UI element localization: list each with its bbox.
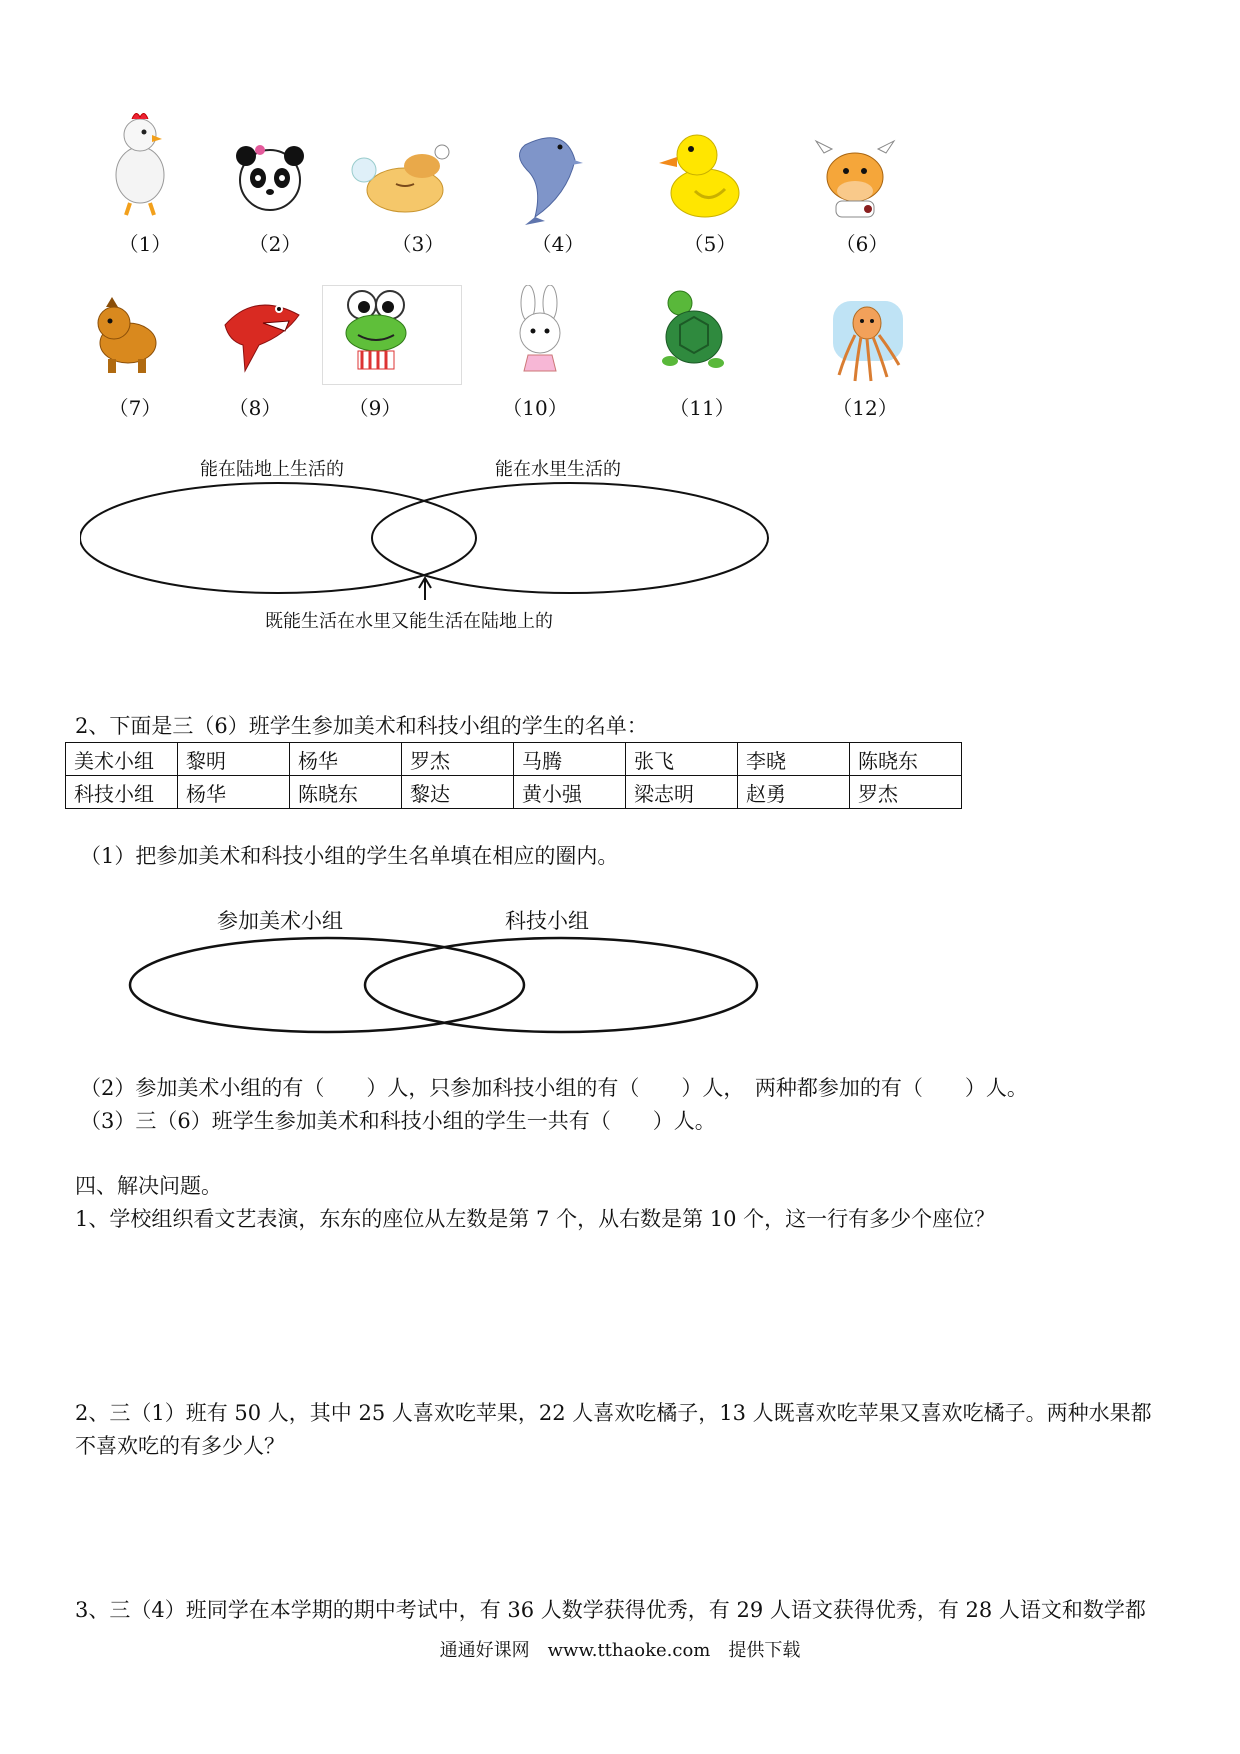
name-cell: 张飞 [626,743,738,776]
frog-icon [322,285,462,385]
name-cell: 杨华 [178,776,290,809]
name-cell: 杨华 [290,743,402,776]
duck-icon [655,125,745,220]
problem-1: 1、学校组织看文艺表演，东东的座位从左数是第 7 个，从右数是第 10 个，这一行有多少个座位？ [75,1207,996,1231]
animal-label: （3） [391,232,445,256]
name-cell: 陈晓东 [290,776,402,809]
venn1-left-label: 能在陆地上生活的 [200,459,344,480]
name-cell: 赵勇 [738,776,850,809]
footer: 通通好课网 www.tthaoke.com 提供下载 [439,1640,801,1661]
venn1-right-label: 能在水里生活的 [495,459,621,480]
rooster-icon [100,105,180,220]
name-cell: 黄小强 [514,776,626,809]
rabbit-icon [500,285,580,380]
q2-sub3: （3）三（6）班学生参加美术和科技小组的学生一共有（ ）人。 [80,1109,716,1133]
animal-label: （10） [502,396,568,420]
venn2-left-label: 参加美术小组 [217,909,343,933]
horse-icon [88,295,163,375]
animal-label: （7） [108,396,162,420]
row-head: 美术小组 [66,743,178,776]
panda-icon [230,140,310,220]
venn2-right-label: 科技小组 [505,909,589,933]
q2-sub1: （1）把参加美术和科技小组的学生名单填在相应的圈内。 [80,844,619,868]
name-cell: 罗杰 [850,776,962,809]
row-head: 科技小组 [66,776,178,809]
dolphin-icon [505,125,585,225]
venn1-diagram [80,478,780,603]
name-cell: 陈晓东 [850,743,962,776]
q2-title: 2、下面是三（6）班学生参加美术和科技小组的学生的名单： [75,714,648,738]
venn2-diagram [128,935,778,1040]
q2-sub2: （2）参加美术小组的有（ ）人，只参加科技小组的有（ ）人， 两种都参加的有（ ）人。 [80,1076,1028,1100]
animal-label: （8） [228,396,282,420]
octopus-icon [825,295,910,385]
name-cell: 马腾 [514,743,626,776]
problem-2-line2: 不喜欢吃的有多少人？ [75,1434,285,1458]
problem-3: 3、三（4）班同学在本学期的期中考试中，有 36 人数学获得优秀，有 29 人语文获得优秀，有 28 人语文和数学都 [75,1598,1146,1622]
cow-icon [810,135,900,220]
animal-label: （1） [118,232,172,256]
animal-label: （2） [248,232,302,256]
table-row [66,776,962,809]
animal-label: （4） [531,232,585,256]
problem-2-line1: 2、三（1）班有 50 人，其中 25 人喜欢吃苹果，22 人喜欢吃橘子，13 人既喜欢吃苹果又喜欢吃橘子。两种水果都 [75,1401,1152,1425]
name-cell: 黎明 [178,743,290,776]
animal-label: （5） [683,232,737,256]
shark-icon [215,285,305,375]
animal-label: （9） [348,396,402,420]
name-cell: 黎达 [402,776,514,809]
animal-label: （12） [832,396,898,420]
animal-label: （6） [835,232,889,256]
animal-label: （11） [669,396,735,420]
turtle-icon [650,285,730,375]
name-cell: 罗杰 [402,743,514,776]
section4-title: 四、解决问题。 [75,1174,222,1198]
roster-table [65,742,962,809]
puppy-icon [350,140,455,220]
name-cell: 梁志明 [626,776,738,809]
venn1-bottom-label: 既能生活在水里又能生活在陆地上的 [265,611,553,632]
table-row [66,743,962,776]
name-cell: 李晓 [738,743,850,776]
